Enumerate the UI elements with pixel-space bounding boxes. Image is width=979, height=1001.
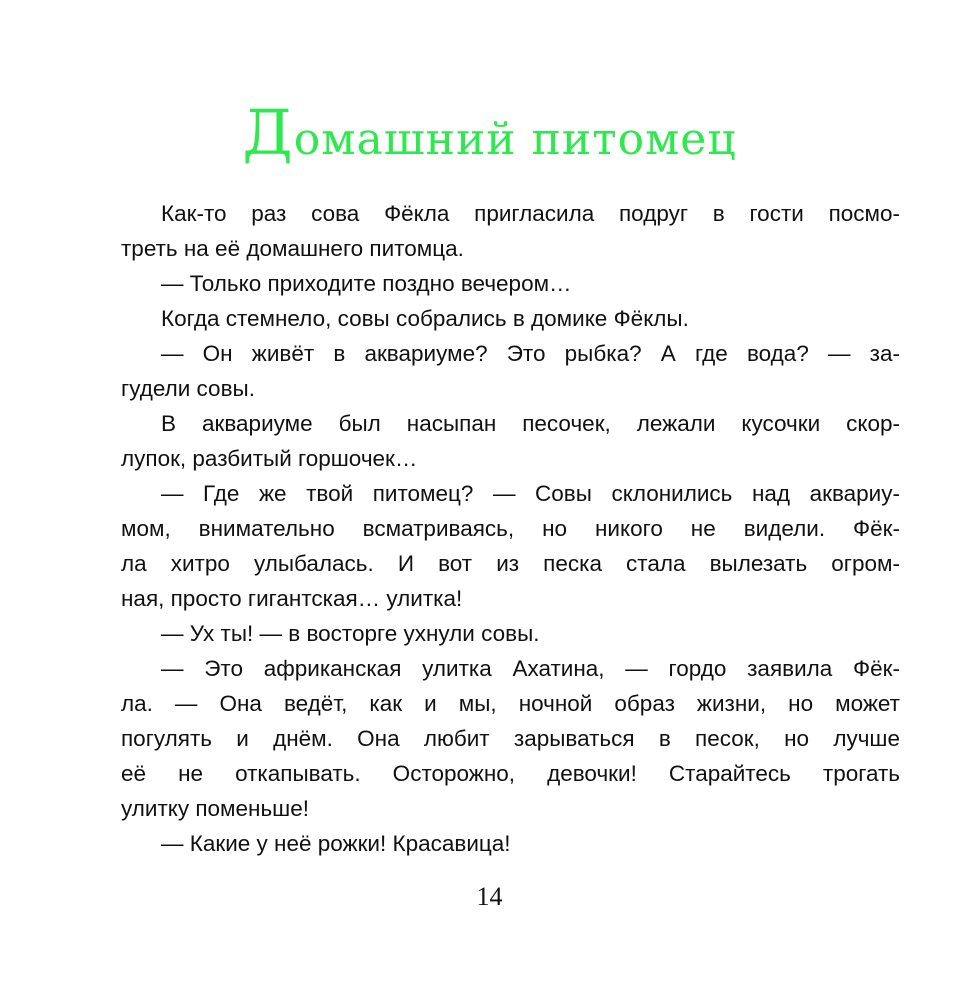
text-line: — Ух ты! — в восторге ухнули совы. bbox=[161, 621, 540, 646]
text-line: — Где же твой питомец? — Совы склонились над аквариу- bbox=[161, 481, 900, 506]
title-rest: омашний питомец bbox=[293, 114, 737, 165]
page-number: 14 bbox=[476, 882, 503, 911]
text-line: В аквариуме был насыпан песочек, лежали кусочки скор- bbox=[161, 411, 900, 436]
text-line: Когда стемнело, совы собрались в домике Фёклы. bbox=[161, 306, 689, 331]
story-text bbox=[121, 196, 900, 861]
text-line: гудели совы. bbox=[121, 376, 255, 401]
text-line: ная, просто гигантская… улитка! bbox=[121, 586, 463, 611]
page-title bbox=[0, 96, 979, 169]
text-line: улитку поменьше! bbox=[121, 796, 309, 821]
text-line: лупок, разбитый горшочек… bbox=[121, 446, 418, 471]
text-line: Как-то раз сова Фёкла пригласила подруг в гости посмо- bbox=[161, 201, 900, 226]
text-line: — Какие у неё рожки! Красавица! bbox=[161, 831, 511, 856]
text-line: треть на её домашнего питомца. bbox=[121, 236, 464, 261]
text-line: мом, внимательно всматриваясь, но никого не видели. Фёк- bbox=[121, 516, 900, 541]
text-line: — Это африканская улитка Ахатина, — гордо заявила Фёк- bbox=[161, 656, 900, 681]
text-line: ла хитро улыбалась. И вот из песка стала вылезать огром- bbox=[121, 551, 900, 576]
text-line: — Он живёт в аквариуме? Это рыбка? А где вода? — за- bbox=[161, 341, 900, 366]
text-line: её не откапывать. Осторожно, девочки! Старайтесь трогать bbox=[121, 761, 900, 786]
text-line: — Только приходите поздно вечером… bbox=[161, 271, 572, 296]
title-initial: Д bbox=[242, 96, 294, 169]
text-line: ла. — Она ведёт, как и мы, ночной образ жизни, но может bbox=[121, 691, 900, 716]
text-line: погулять и днём. Она любит зарываться в песок, но лучше bbox=[121, 726, 900, 751]
